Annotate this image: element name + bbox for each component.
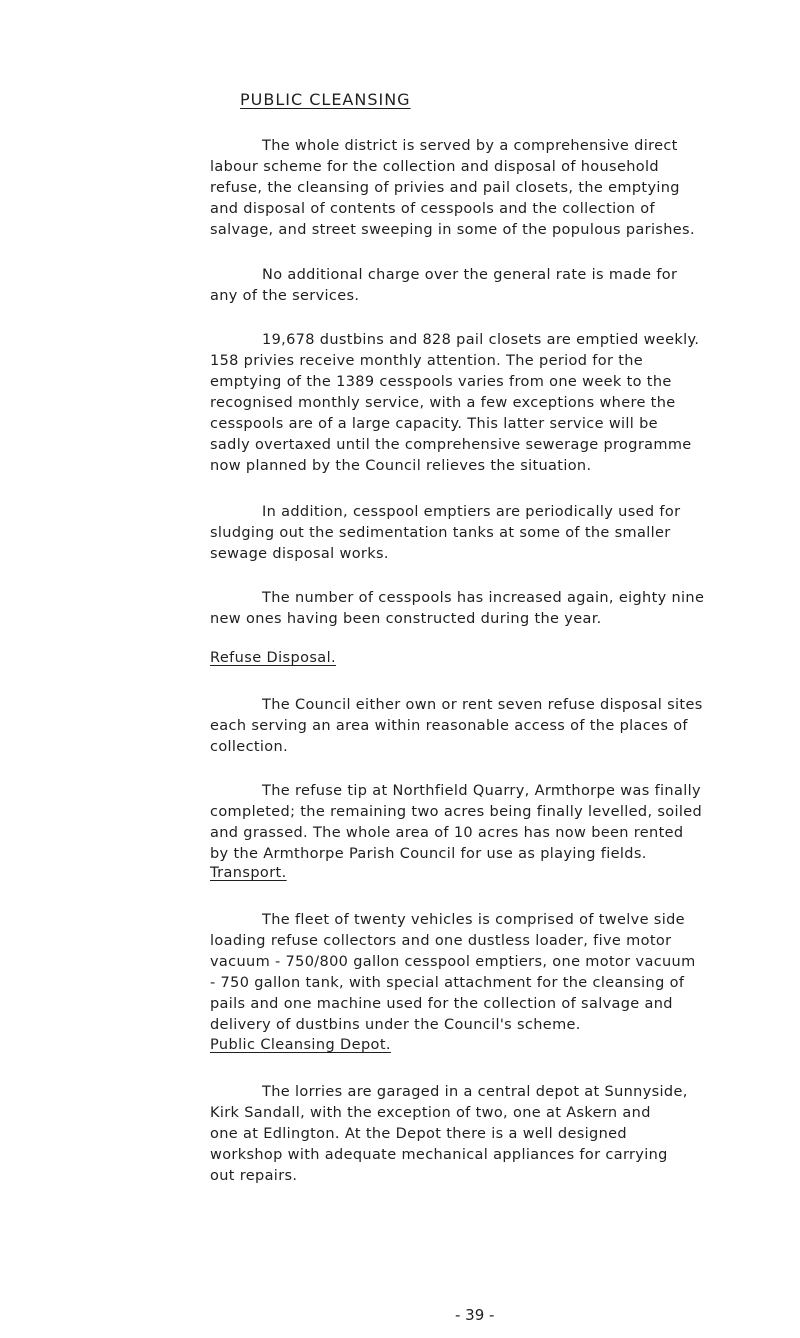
paragraph-charges: [210, 265, 750, 307]
heading-refuse-disposal: Refuse Disposal.: [210, 650, 337, 666]
text-line: sadly overtaxed until the comprehensive sewerage programme: [210, 437, 692, 453]
text-line: - 750 gallon tank, with special attachment for the cleansing of: [210, 975, 685, 991]
heading-cleansing-depot: Public Cleansing Depot.: [210, 1037, 391, 1053]
paragraph-disposal-sites: [210, 695, 750, 758]
heading-transport: Transport.: [210, 865, 287, 881]
text-line: recognised monthly service, with a few exceptions where the: [210, 395, 676, 411]
text-line: refuse, the cleansing of privies and pail closets, the emptying: [210, 180, 680, 196]
text-line: and grassed. The whole area of 10 acres has now been rented: [210, 825, 684, 841]
text-line: completed; the remaining two acres being finally levelled, soiled: [210, 804, 703, 820]
text-line: The fleet of twenty vehicles is comprised of twelve side: [262, 912, 685, 928]
text-line: delivery of dustbins under the Council's scheme.: [210, 1017, 581, 1033]
text-line: salvage, and street sweeping in some of the populous parishes.: [210, 222, 695, 238]
text-line: 19,678 dustbins and 828 pail closets are emptied weekly.: [262, 332, 700, 348]
text-line: 158 privies receive monthly attention. The period for the: [210, 353, 644, 369]
text-line: sludging out the sedimentation tanks at some of the smaller: [210, 525, 671, 541]
page-title: PUBLIC CLEANSING: [240, 90, 411, 109]
paragraph-services: [210, 136, 750, 241]
text-line: The refuse tip at Northfield Quarry, Armthorpe was finally: [262, 783, 701, 799]
text-line: pails and one machine used for the collection of salvage and: [210, 996, 673, 1012]
text-line: cesspools are of a large capacity. This latter service will be: [210, 416, 658, 432]
text-line: one at Edlington. At the Depot there is a well designed: [210, 1126, 627, 1142]
text-line: labour scheme for the collection and disposal of household: [210, 159, 659, 175]
text-line: out repairs.: [210, 1168, 298, 1184]
paragraph-depot: [210, 1082, 750, 1187]
text-line: sewage disposal works.: [210, 546, 389, 562]
paragraph-fleet: [210, 910, 750, 1036]
text-line: workshop with adequate mechanical appliances for carrying: [210, 1147, 668, 1163]
text-line: emptying of the 1389 cesspools varies from one week to the: [210, 374, 672, 390]
paragraph-sludging: [210, 502, 750, 565]
text-line: In addition, cesspool emptiers are periodically used for: [262, 504, 681, 520]
text-line: No additional charge over the general rate is made for: [262, 267, 678, 283]
text-line: now planned by the Council relieves the situation.: [210, 458, 592, 474]
text-line: loading refuse collectors and one dustless loader, five motor: [210, 933, 672, 949]
text-line: and disposal of contents of cesspools and the collection of: [210, 201, 655, 217]
text-line: any of the services.: [210, 288, 360, 304]
text-line: Kirk Sandall, with the exception of two, one at Askern and: [210, 1105, 651, 1121]
page-number: - 39 -: [455, 1306, 495, 1324]
text-line: The whole district is served by a comprehensive direct: [262, 138, 678, 154]
text-line: The number of cesspools has increased again, eighty nine: [262, 590, 705, 606]
text-line: new ones having been constructed during the year.: [210, 611, 602, 627]
paragraph-cesspools: [210, 588, 750, 630]
text-line: The lorries are garaged in a central depot at Sunnyside,: [262, 1084, 688, 1100]
text-line: collection.: [210, 739, 289, 755]
text-line: each serving an area within reasonable access of the places of: [210, 718, 688, 734]
text-line: vacuum - 750/800 gallon cesspool emptiers, one motor vacuum: [210, 954, 696, 970]
text-line: by the Armthorpe Parish Council for use as playing fields.: [210, 846, 647, 862]
paragraph-refuse-tip: [210, 781, 750, 865]
text-line: The Council either own or rent seven refuse disposal sites: [262, 697, 703, 713]
paragraph-collections: [210, 330, 750, 477]
